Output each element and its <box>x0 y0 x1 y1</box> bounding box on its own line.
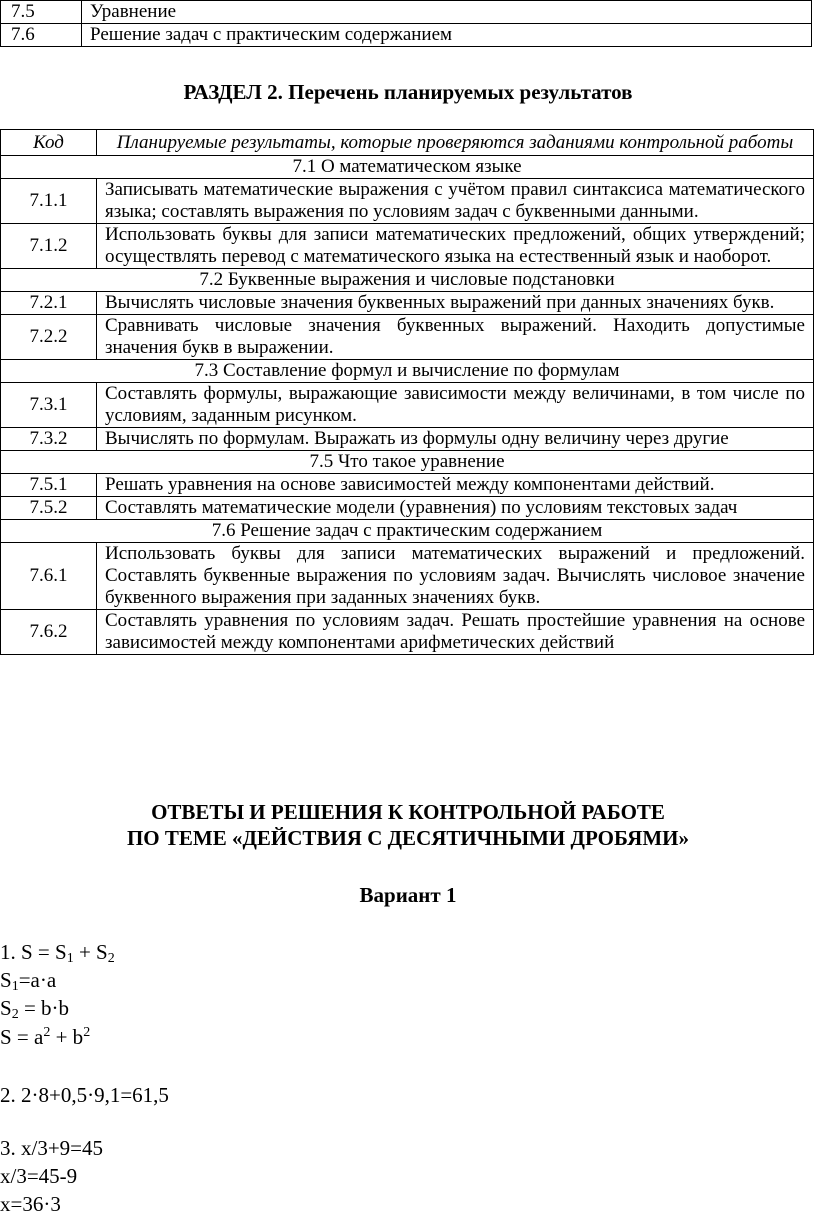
result-text: Записывать математические выражения с учётом правил синтаксиса математического языка; составлять выражения по условиям задач с буквенными данными. <box>97 179 814 224</box>
result-text: Решать уравнения на основе зависимостей между компонентами действий. <box>97 474 814 497</box>
group-row <box>1 520 814 543</box>
top-table-title: Решение задач с практическим содержанием <box>82 24 812 47</box>
s1l2-pre: S <box>0 968 12 992</box>
group-row <box>1 156 814 179</box>
s1l4-sup2: 2 <box>83 1025 91 1040</box>
s1l2-post: =a·a <box>18 968 57 992</box>
result-text: Использовать буквы для записи математических предложений, общих утверждений; осуществлять перевод с математического языка на естественный язык и наоборот. <box>97 224 814 269</box>
result-text: Составлять формулы, выражающие зависимости между величинами, в том числе по условиям, заданным рисунком. <box>97 383 814 428</box>
result-code: 7.6.2 <box>1 610 97 655</box>
s1-mid: + S <box>73 940 108 964</box>
result-row <box>1 428 814 451</box>
header-code: Код <box>1 130 97 156</box>
top-table-row <box>1 1 812 24</box>
header-results: Планируемые результаты, которые проверяются заданиями контрольной работы <box>97 130 814 156</box>
result-code: 7.6.1 <box>1 543 97 610</box>
result-text: Составлять математические модели (уравнения) по условиям текстовых задач <box>97 497 814 520</box>
solution-3-line1: 3. x/3+9=45 <box>0 1136 104 1160</box>
results-table-body <box>1 156 814 655</box>
result-code: 7.2.1 <box>1 292 97 315</box>
solution-3-line3: x=36·3 <box>0 1192 61 1216</box>
answers-title <box>0 799 816 851</box>
solution-2: 2. 2·8+0,5·9,1=61,5 <box>0 1083 169 1107</box>
s1-prefix: 1. S = S <box>0 940 67 964</box>
result-code: 7.2.2 <box>1 315 97 360</box>
s1-sub2: 2 <box>107 951 115 966</box>
group-title: 7.3 Составление формул и вычисление по формулам <box>1 360 814 383</box>
section-title: РАЗДЕЛ 2. Перечень планируемых результатов <box>183 80 633 104</box>
solution-1-line2 <box>0 968 56 992</box>
solution-1-line3 <box>0 996 69 1020</box>
top-table-body <box>1 1 812 47</box>
result-code: 7.5.2 <box>1 497 97 520</box>
group-title: 7.6 Решение задач с практическим содержанием <box>1 520 814 543</box>
result-row <box>1 543 814 610</box>
result-row <box>1 179 814 224</box>
result-text: Составлять уравнения по условиям задач. Решать простейшие уравнения на основе зависимостей между компонентами арифметических действий <box>97 610 814 655</box>
results-header-row <box>1 130 814 156</box>
s1l3-pre: S <box>0 996 12 1020</box>
solution-1-line4 <box>0 1025 90 1049</box>
variant-title: Вариант 1 <box>359 883 457 907</box>
result-row <box>1 383 814 428</box>
result-code: 7.3.2 <box>1 428 97 451</box>
s1-sub1: 1 <box>66 951 74 966</box>
top-table-code: 7.6 <box>1 24 82 47</box>
top-table-row <box>1 24 812 47</box>
result-text: Вычислять по формулам. Выражать из формулы одну величину через другие <box>97 428 814 451</box>
group-row <box>1 360 814 383</box>
result-code: 7.1.2 <box>1 224 97 269</box>
answers-title-line2: ПО ТЕМЕ «ДЕЙСТВИЯ С ДЕСЯТИЧНЫМИ ДРОБЯМИ» <box>126 826 690 850</box>
s1l3-post: = b·b <box>18 996 70 1020</box>
group-title: 7.2 Буквенные выражения и числовые подстановки <box>1 269 814 292</box>
result-code: 7.3.1 <box>1 383 97 428</box>
solution-1-line1 <box>0 940 115 964</box>
result-code: 7.1.1 <box>1 179 97 224</box>
result-row <box>1 315 814 360</box>
results-table <box>0 129 814 655</box>
s1l2-sub: 1 <box>11 979 19 994</box>
top-table-code: 7.5 <box>1 1 82 24</box>
solution-3-line2: x/3=45-9 <box>0 1164 78 1188</box>
answers-title-line1: ОТВЕТЫ И РЕШЕНИЯ К КОНТРОЛЬНОЙ РАБОТЕ <box>151 800 665 824</box>
result-row <box>1 610 814 655</box>
s1l4-mid: + b <box>50 1025 84 1049</box>
result-row <box>1 224 814 269</box>
result-text: Использовать буквы для записи математических выражений и предложений. Составлять буквенные выражения по условиям задач. Вычислять числовое значение буквенного выражения при заданных значениях букв. <box>97 543 814 610</box>
top-table <box>0 0 812 47</box>
group-title: 7.5 Что такое уравнение <box>1 451 814 474</box>
group-title: 7.1 О математическом языке <box>1 156 814 179</box>
result-text: Вычислять числовые значения буквенных выражений при данных значениях букв. <box>97 292 814 315</box>
group-row <box>1 269 814 292</box>
result-row <box>1 292 814 315</box>
result-row <box>1 474 814 497</box>
result-row <box>1 497 814 520</box>
result-code: 7.5.1 <box>1 474 97 497</box>
s1l4-sup1: 2 <box>43 1025 51 1040</box>
s1l3-sub: 2 <box>11 1007 19 1022</box>
group-row <box>1 451 814 474</box>
result-text: Сравнивать числовые значения буквенных выражений. Находить допустимые значения букв в выражении. <box>97 315 814 360</box>
s1l4-a: S = a <box>0 1025 44 1049</box>
top-table-title: Уравнение <box>82 1 812 24</box>
